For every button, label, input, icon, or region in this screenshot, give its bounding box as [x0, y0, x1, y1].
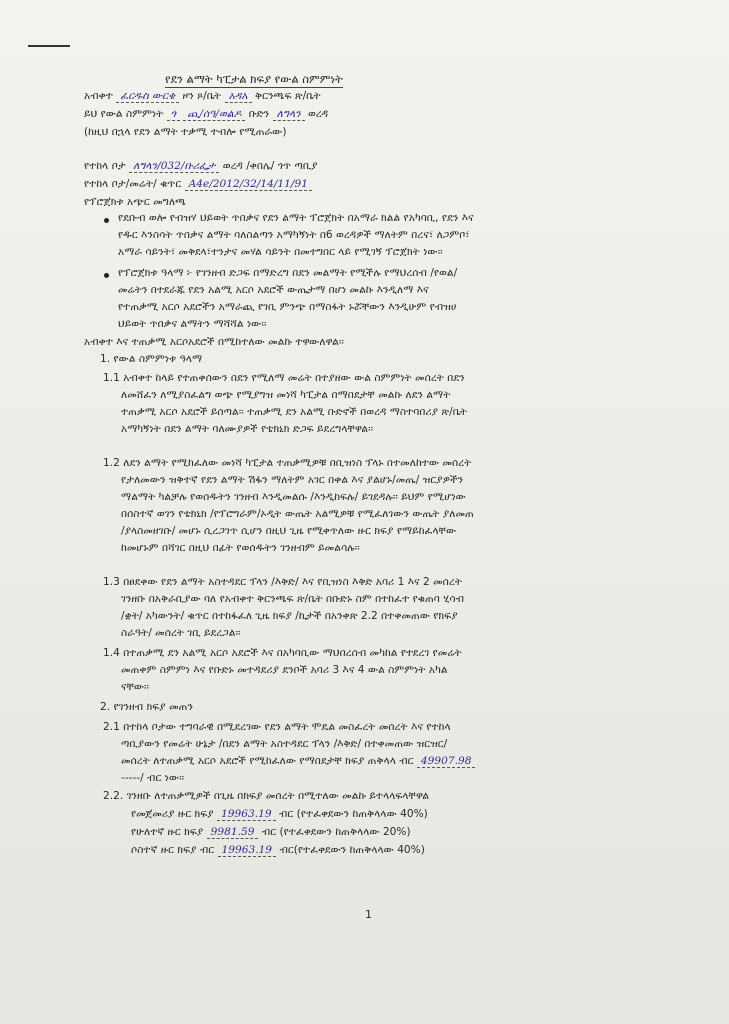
bullet-1-line-2: የዱር እንስሳት ጥበቃና ልማት ባለስልጣን አማካኝነት በ6 ወረዳዎች ማለትም በረና፣ ለጋምቦ፣: [118, 229, 470, 241]
handwritten-total-amount: 49907.98: [417, 755, 476, 768]
top-pen-mark: [28, 45, 70, 47]
para-2-1-line-3-text: መሰረት ለተጠቃሚ አርሶ አደሮች የሚከፈለው የማበደታቸ ክፍያ ጠቅላላ ብር: [121, 755, 414, 767]
label-plot-location-suffix: ወረዳ /ቀበሌ/ ጎጥ ጣቢያ: [222, 160, 318, 172]
para-1-4-line-2: መጠቀም ስምምነ እና የቡድኑ መተዳደሪያ ደንቦች አባሪ 3 እና 4 ውል ስምምነት አካል: [121, 664, 448, 676]
handwritten-woreda: ለግላን: [273, 108, 305, 121]
document-title: የደን ልማት ካፒታል ክፍያ የውል ስምምነት: [165, 72, 343, 86]
para-2-1-line-1: 2.1 በተከላ ቦታው ተግባራዊ በሚደረገው የደን ልማት ሞዴል መስፈረት መሰረት እና የተከላ: [103, 721, 451, 733]
bullet-dot: [104, 218, 109, 223]
page-number: 1: [365, 908, 372, 921]
plot-location-line: [84, 160, 318, 173]
label-plot-location: የተከላ ቦታ: [84, 160, 126, 172]
handwritten-plot-location: ለግላን/032/ቡሪፌታ: [129, 160, 219, 173]
para-1-3-line-4: ስራዓት/ መሰረት ገቢ ይደረጋል፡፡: [121, 627, 241, 639]
label-branch-office: ቅርንጫፍ ጽ/ቤት: [255, 90, 321, 102]
round-3-row: [131, 844, 425, 857]
header-line-2: [84, 108, 328, 121]
label-group: ቡድን: [248, 108, 270, 120]
para-2-1-line-4: -----/ ብር ነው፡፡: [121, 772, 185, 784]
handwritten-name: ፈርዱስ ውርቄ: [116, 90, 179, 103]
bullet-1-line-1: የደቡብ ወሎ የብዝሃ ህይወት ጥበቃና የደን ልማት ፕሮጀክት በአማራ ክልል የአካባቢ, የደን እና: [118, 212, 474, 224]
header-line-3: (ከዚህ በኋላ የደን ልማት ተቃሚ ተብሎ የሚጠራው): [84, 126, 287, 138]
bullet-2-line-3: የተጠቃሚ አርሶ አደሮችን አማራጪ የገቢ ምንጭ በማስፋት ኑሯቸውን እንዲሁም የብዝሀ: [118, 301, 457, 313]
header-line-1: [84, 90, 321, 103]
round-3-label: ሶስተኛ ዙር ክፍያ ብር: [131, 844, 215, 856]
para-1-1-line-2: ለመሸፈን ለሚያስፈልግ ወጭ የሚያግዝ መነሻ ካፒታል በማበደታቸ መልኩ ለደን ልማት: [121, 389, 451, 401]
label-woreda: ወረዳ: [308, 108, 329, 120]
label-zone-office: ዞን ጾ/ቤት: [182, 90, 222, 102]
para-1-1-line-1: 1.1 አብቀተ ከላይ የተጠቀሰውን በደን የሚለማ መሬት በተያዘው ውል ስምምነት መሰረት በደን: [103, 372, 465, 384]
para-1-4-line-3: ናቸው፡፡: [121, 681, 150, 693]
para-1-2-line-3: ማልማት ካልቻሉ የወሰዱትን ገንዘብ እንዲመልሱ /እንዲከፍሉ/ ይገደዳሉ፡፡ ይህም የሚሆነው: [121, 491, 466, 503]
para-1-2-line-2: የታለመውን ዝቅተኛ የደን ልማት ሽፋን ማለትም አገር በቀል እና ያልሆኑ/መጤ/ ዝርያዎችን: [121, 474, 464, 486]
para-2-2-line: 2.2. ገንዘቡ ለተጠቃሚዎች በጊዜ በክፍያ መሰረት በሚተለው መልኩ ይተላላፍላቸዋል: [103, 790, 430, 802]
round-1-note: ብር (የተፈቀደውን ከጠቅላላው 40%): [279, 808, 428, 820]
bullet-2-line-2: መሬትን በተደራጁ የደን አልሚ አርሶ አደሮች ውጤታማ በሆነ መልኩ እንዲለማ እና: [118, 284, 429, 296]
bullet-2-line-4: ህይወት ጥበቃና ልማትን ማሻሻል ነው፡፡: [118, 318, 267, 330]
handwritten-plot-number: A4e/2012/32/14/11/91: [185, 178, 312, 191]
handwritten-zone: አዳአ: [225, 90, 252, 103]
round-1-row: [131, 808, 428, 821]
label-agreement: ይህ የውል ስምምነት: [84, 108, 164, 120]
round-3-amount: 19963.19: [218, 844, 277, 857]
para-1-1-line-4: አማካኝነት በደን ልማት ባለሙያዎች የቴክኒክ ድጋፍ ይደረግላቸዋል፡፡: [121, 423, 374, 435]
plot-number-line: [84, 178, 312, 191]
bullet-1-line-3: አማራ ሳይንት፣ መቅደላ፣ተንታና መሃል ሳይንት በመተግበር ላይ የሚገኝ ፕሮጀክት ነው፡፡: [118, 246, 443, 258]
para-1-3-line-1: 1.3 በፀደቀው የደን ልማት አስተዳደር ፕላን /እቅድ/ እና የቢዝነስ እቅድ አባሪ 1 እና 2 መሰረት: [103, 576, 462, 588]
round-2-label: የሁለተኛ ዙር ክፍያ: [131, 826, 204, 838]
para-1-2-line-5: /ያላስመዘገቡ/ መሆኑ ሲረጋገጥ ሲሆን በዚህ ጊዜ የሚቀጥለው ዙር ክፍያ የማይከፈላቸው: [121, 525, 457, 537]
para-2-1-line-3: [121, 755, 475, 768]
intro-line: አብቀተ እና ተጠቃሚ አርሶአደሮች በሚከተለው መልኩ ተዋውለዋል፡፡: [84, 336, 344, 348]
round-2-note: ብር (የተፈቀደውን ከጠቅላላው 20%): [261, 826, 411, 838]
para-2-1-line-2: ጣቢያውን የመሬት ሁኔታ /በደን ልማት አስተዳደር ፕላን /እቅድ/ በተቀመጠው ዝርዝር/: [121, 738, 448, 750]
round-2-amount: 9981.59: [207, 826, 259, 839]
round-2-row: [131, 826, 411, 839]
bullet-dot: [104, 273, 109, 278]
para-1-2-line-6: ከመሆኑም በሻገር በዚህ በፊት የወሰዱትን ገንዘብም ይመልሳሉ፡፡: [121, 542, 360, 554]
round-1-amount: 19963.19: [217, 808, 276, 821]
round-3-note: ብር(የተፈቀደውን ከጠቅላላው 40%): [279, 844, 425, 856]
para-1-3-line-2: ገንዘቡ በአቅራቢያው ባለ የአብቀተ ቅርንጫፍ ጽ/ቤት በቡድኑ ስም በተከፈተ የቁጠባ ሂሳብ: [121, 593, 465, 605]
para-1-3-line-3: /ቋት/ አካውንት/ ቁጥር በተከፋፈለ ጊዜ ክፍያ /ኪታች በአንቀጽ 2.2 በተቀመጠው የክፍያ: [121, 610, 458, 622]
bullet-2-line-1: የፕሮጀክቱ ዓላማ ፦ የገንዘብ ድጋፍ በማድረግ በደን መልማት የሚችሉ የማህረሰብ /የወል/: [118, 267, 458, 279]
round-1-label: የመጀመሪያ ዙር ክፍያ: [131, 808, 214, 820]
summary-heading: የፕሮጀክቱ አጭር መግለጫ: [84, 196, 186, 208]
para-1-2-line-1: 1.2 ለደን ልማት የሚከፈለው መነሻ ካፒታል ተጠቃሚዎቹ በቢዝነስ ፕላኑ በተመለከተው መሰረት: [103, 457, 472, 469]
label-plot-number: የተከላ ቦታ/መሬት/ ቁጥር: [84, 178, 182, 190]
handwritten-group-name: ጪ/ሰዓ/ወልዶ: [183, 108, 245, 121]
para-1-1-line-3: ተጠቃሚ አርሶ አደሮች ይሰጣል፡፡ ተጠቃሚ ደን አልሚ ቡድኖች በወረዳ ማስተባበሪያ ጽ/ቤት: [121, 406, 468, 418]
handwritten-a: ጎ: [167, 108, 180, 121]
para-1-2-line-4: በሰስተኛ ወገን የቴክኒክ /የፕሮግራም/ኦዲት ውጤት አልሚዎቹ የሚፈለገውን ውጤት ያለመጠ: [121, 508, 474, 520]
section-1-heading: 1. የውል ስምምነቱ ዓላማ: [100, 353, 203, 365]
section-2-heading: 2. የገንዘብ ክፍያ መጠን: [100, 701, 193, 713]
para-1-4-line-1: 1.4 በተጠቃሚ ደን አልሚ አርሶ አደሮች እና በአካባቢው ማህበረሰብ መካከል የተደረገ የመሬት: [103, 647, 462, 659]
label-abkete: አብቀተ: [84, 90, 113, 102]
